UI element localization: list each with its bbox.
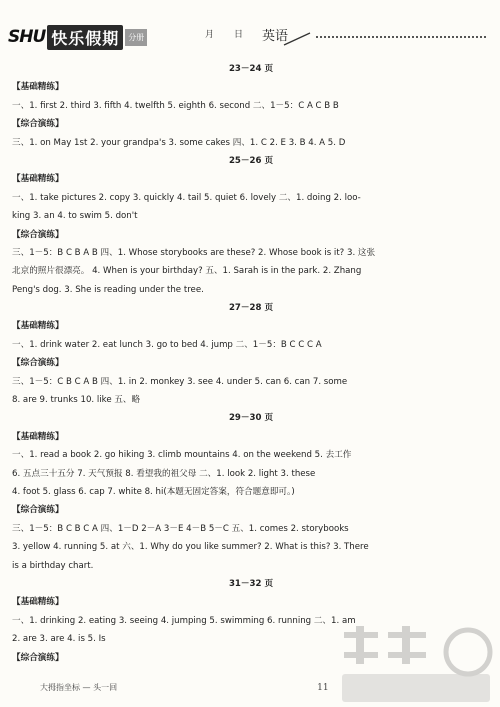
answer-line: 6. 五点三十五分 7. 天气预报 8. 看望我的祖父母 二、1. look 2. light 3. these	[12, 468, 316, 479]
answer-line: Peng's dog. 3. She is reading under the tree.	[12, 284, 204, 295]
answer-line: 三、1－5：C B C A B 四、1. in 2. monkey 3. see 4. under 5. can 6. can 7. some	[12, 376, 348, 387]
month-label: 月	[205, 30, 215, 40]
answer-line: 3. yellow 4. running 5. at 六、1. Why do you like summer? 2. What is this? 3. There	[12, 542, 369, 553]
answer-line: 北京的照片很漂亮。 4. When is your birthday? 五、1. Sarah is in the park. 2. Zhang	[12, 266, 362, 277]
header-dotted-rule	[316, 36, 486, 38]
section-heading: 【综合演练】	[12, 505, 64, 516]
section-heading: 【基础精练】	[12, 431, 64, 442]
brand-title: 快乐假期	[47, 25, 123, 50]
section-heading: 【基础精练】	[12, 321, 64, 332]
brand-subtitle: 分册	[125, 29, 147, 46]
answer-content	[12, 60, 490, 667]
answer-line: king 3. an 4. to swim 5. don't	[12, 211, 138, 222]
answer-line: 一、1. first 2. third 3. fifth 4. twelfth 5. eighth 6. second 二、1－5：C A C B B	[12, 100, 339, 111]
header-slash-decoration	[282, 32, 312, 46]
answer-line: 一、1. drinking 2. eating 3. seeing 4. jumping 5. swimming 6. running 二、1. am	[12, 615, 356, 626]
section-heading: 【基础精练】	[12, 82, 64, 93]
page-range-heading: 23－24 页	[228, 64, 274, 74]
day-label: 日	[234, 30, 244, 40]
footer-text: 大拇指坐标 — 头一回	[40, 683, 118, 692]
page-range-heading: 31－32 页	[228, 578, 274, 589]
answer-line: 三、1－5：B C B C A 四、1－D 2－A 3－E 4－B 5－C 五、1. comes 2. storybooks	[12, 523, 349, 534]
section-heading: 【基础精练】	[12, 597, 64, 608]
section-heading: 【综合演练】	[12, 358, 64, 369]
section-heading: 【综合演练】	[12, 229, 64, 240]
answer-line: 8. are 9. trunks 10. like 五、略	[12, 395, 141, 406]
answer-line: 一、1. drink water 2. eat lunch 3. go to bed 4. jump 二、1－5：B C C C A	[12, 339, 322, 350]
subject-label: 英语	[262, 29, 289, 44]
answer-line: 一、1. read a book 2. go hiking 3. climb mountains 4. on the weekend 5. 去工作	[12, 450, 352, 461]
answer-line: 三、1. on May 1st 2. your grandpa's 3. some cakes 四、1. C 2. E 3. B 4. A 5. D	[12, 137, 346, 148]
brand-shu-text: SHU	[8, 27, 46, 47]
page-range-heading: 25－26 页	[228, 155, 274, 166]
section-heading: 【综合演练】	[12, 652, 64, 663]
brand-logo	[8, 26, 147, 48]
page-number: 11	[317, 682, 329, 693]
watermark-logo	[336, 622, 496, 706]
date-fields	[205, 27, 263, 40]
answer-line: 2. are 3. are 4. is 5. Is	[12, 634, 106, 645]
answer-line: 4. foot 5. glass 6. cap 7. white 8. hi(本题无固定答案，符合题意即可。)	[12, 486, 295, 497]
answer-line: 一、1. take pictures 2. copy 3. quickly 4. tail 5. quiet 6. lovely 二、1. doing 2. loo-	[12, 192, 361, 203]
answer-line: is a birthday chart.	[12, 560, 94, 571]
page-header	[0, 0, 500, 52]
page-range-heading: 29－30 页	[228, 413, 274, 424]
page-range-heading: 27－28 页	[228, 303, 274, 314]
answer-line: 三、1－5：B C B A B 四、1. Whose storybooks are these? 2. Whose book is it? 3. 这张	[12, 247, 376, 258]
section-heading: 【综合演练】	[12, 119, 64, 130]
section-heading: 【基础精练】	[12, 174, 64, 185]
